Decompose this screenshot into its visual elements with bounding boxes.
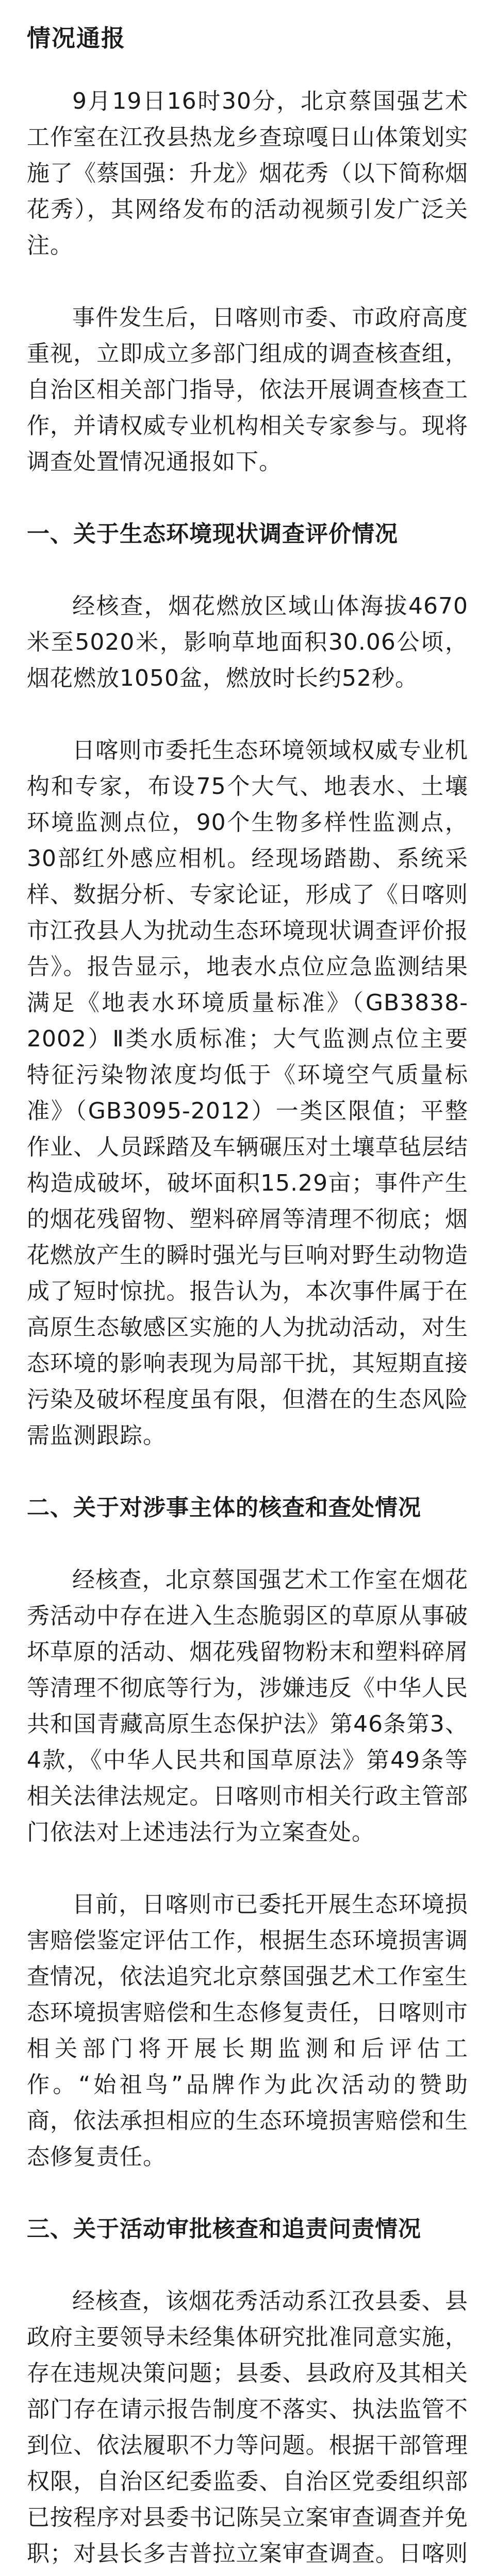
section-2-heading: 二、关于对涉事主体的核查和查处情况 (27, 1495, 421, 1521)
intro-paragraph-1: 9月19日16时30分，北京蔡国强艺术工作室在江孜县热龙乡查琼嘎日山体策划实施了《蔡国强：升龙》烟花秀（以下简称烟花秀），其网络发布的活动视频引发广泛关注。 (27, 88, 468, 259)
intro-paragraph-2: 事件发生后，日喀则市委、市政府高度重视，立即成立多部门组成的调查核查组，自治区相关部门指导，依法开展调查核查工作，并请权威专业机构相关专家参与。现将调查处置情况通报如下。 (27, 304, 468, 475)
notice-title: 情况通报 (27, 24, 126, 52)
section-2-paragraph-1: 经核查，北京蔡国强艺术工作室在烟花秀活动中存在进入生态脆弱区的草原从事破坏草原的活动、烟花残留物粉末和塑料碎屑等清理不彻底等行为，涉嫌违反《中华人民共和国青藏高原生态保护法》第46条第3、4款，《中华人民共和国草原法》第49条等相关法律法规定。日喀则市相关行政主管部门依法对上述违法行为立案查处。 (27, 1567, 468, 1845)
section-3-heading: 三、关于活动审批核查和追责问责情况 (27, 2216, 421, 2242)
section-1-paragraph-2: 日喀则市委托生态环境领域权威专业机构和专家，布设75个大气、地表水、土壤环境监测点位，90个生物多样性监测点，30部红外感应相机。经现场踏勘、系统采样、数据分析、专家论证，形成了《日喀则市江孜县人为扰动生态环境现状调查评价报告》。报告显示，地表水点位应急监测结果满足《地表水环境质量标准》（GB3838-2002）Ⅱ类水质标准；大气监测点位主要特征污染物浓度均低于《环境空气质量标准》（GB3095-2012）一类区限值；平整作业、人员踩踏及车辆碾压对土壤草毡层结构造成破坏，破坏面积15.29亩；事件产生的烟花残留物、塑料碎屑等清理不彻底；烟花燃放产生的瞬时强光与巨响对野生动物造成了短时惊扰。报告认为，本次事件属于在高原生态敏感区实施的人为扰动活动，对生态环境的影响表现为局部干扰，其短期直接污染及破坏程度虽有限，但潜在的生态风险需监测跟踪。 (27, 737, 468, 1449)
section-1-paragraph-1: 经核查，烟花燃放区域山体海拔4670米至5020米，影响草地面积30.06公顷，烟花燃放1050盆，燃放时长约52秒。 (27, 593, 468, 691)
notice-document (27, 21, 468, 2576)
section-3-paragraph-1: 经核查，该烟花秀活动系江孜县委、县政府主要领导未经集体研究批准同意实施，存在违规决策问题；县委、县政府及其相关部门存在请示报告制度不落实、执法监管不到位、依法履职不力等问题。根据干部管理权限，自治区纪委监委、自治区党委组织部已按程序对县委书记陈吴立案审查调查并免职；对县长多吉普拉立案审查调查。日喀则 (27, 2288, 468, 2567)
section-2-paragraph-2: 目前，日喀则市已委托开展生态环境损害赔偿鉴定评估工作，根据生态环境损害调查情况，依法追究北京蔡国强艺术工作室生态环境损害赔偿和生态修复责任，日喀则市相关部门将开展长期监测和后评估工作。“始祖鸟”品牌作为此次活动的赞助商，依法承担相应的生态环境损害赔偿和生态修复责任。 (27, 1891, 468, 2170)
section-1-heading: 一、关于生态环境现状调查评价情况 (27, 521, 398, 547)
